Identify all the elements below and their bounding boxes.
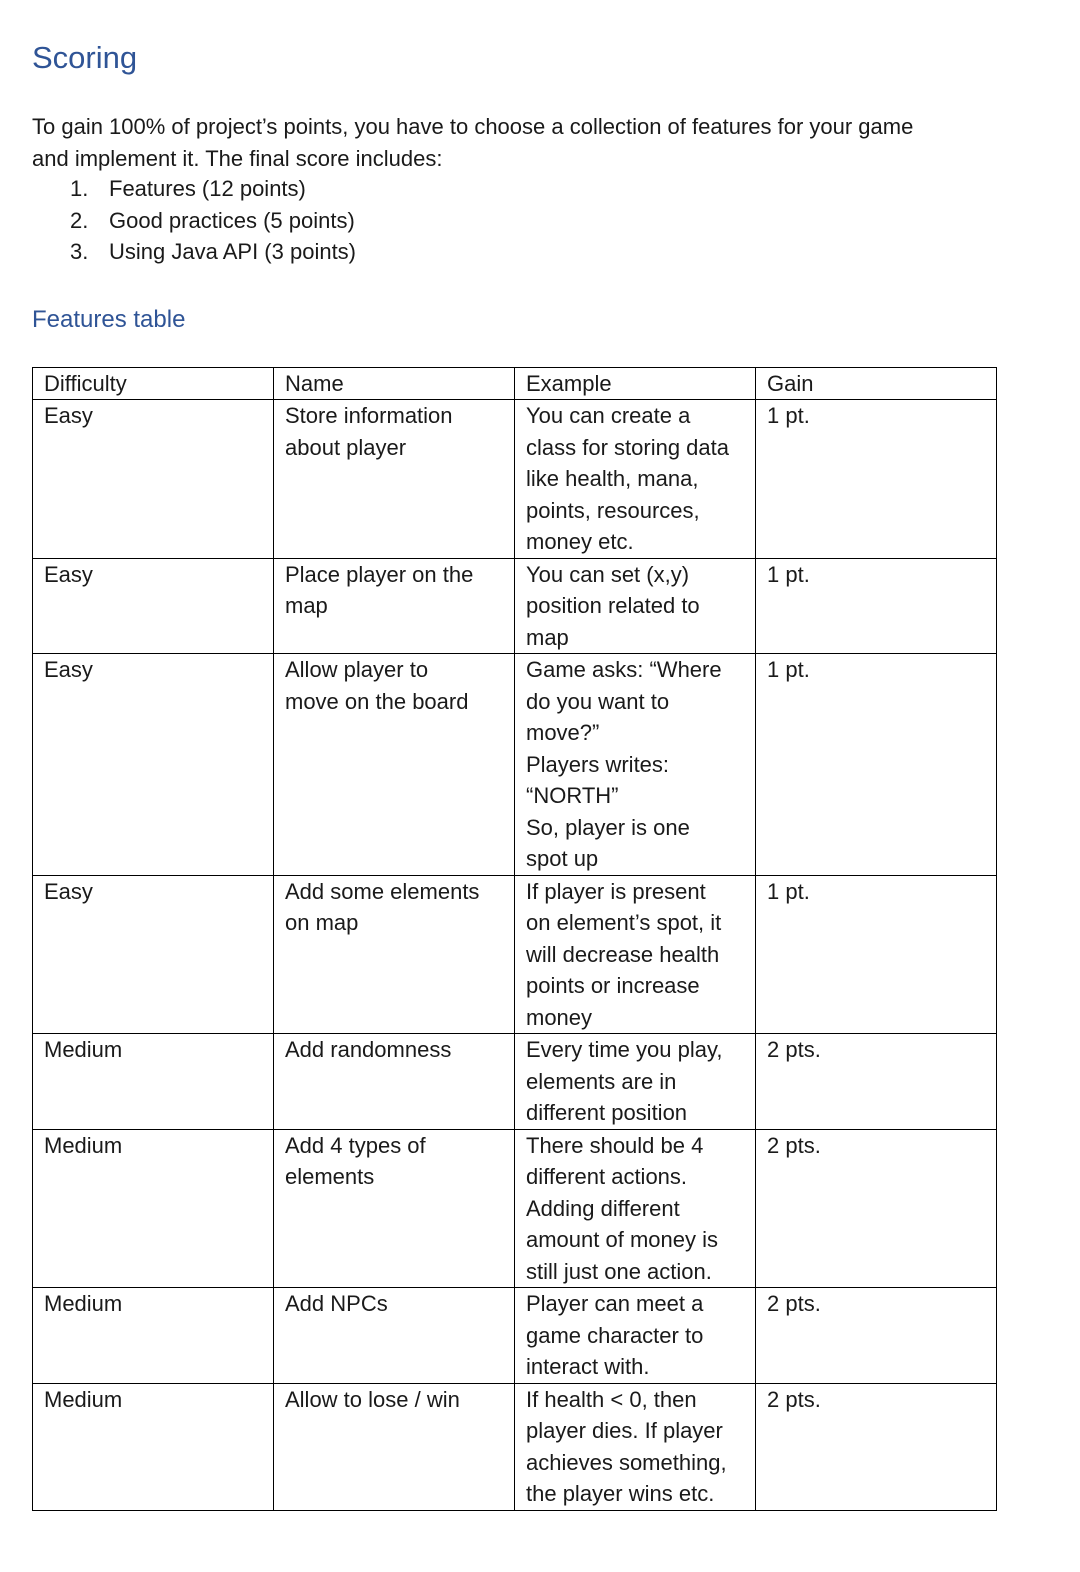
cell-example-line: Game asks: “Where <box>526 657 722 682</box>
table-row <box>33 1383 997 1510</box>
intro-line: and implement it. The final score includes: <box>32 145 443 171</box>
cell-name-line: Place player on the <box>285 561 474 587</box>
cell-example-line: different position <box>526 1100 688 1125</box>
cell-example-line: interact with. <box>526 1354 650 1379</box>
cell-example-line: game character to <box>526 1322 704 1348</box>
cell-example-line: player dies. If player <box>526 1418 723 1443</box>
cell-example-line: do you want to <box>526 688 670 714</box>
score-item-number: 1. <box>70 176 89 201</box>
table-row <box>33 558 997 654</box>
cell-name-line: Add randomness <box>285 1037 452 1062</box>
cell-difficulty: Medium <box>33 1034 274 1130</box>
cell-example-line: So, player is one <box>526 814 690 840</box>
cell-example <box>515 1034 756 1130</box>
score-item <box>70 236 356 268</box>
cell-example-line: elements are in <box>526 1068 677 1094</box>
cell-gain: 1 pt. <box>756 654 997 876</box>
cell-name-line: elements <box>285 1164 375 1189</box>
cell-name-line: Allow player to <box>285 657 429 682</box>
cell-example-line: Players writes: <box>526 751 670 777</box>
cell-gain: 2 pts. <box>756 1034 997 1130</box>
cell-name-line: Add 4 types of <box>285 1132 426 1158</box>
table-row <box>33 875 997 1034</box>
cell-difficulty: Medium <box>33 1288 274 1384</box>
cell-name <box>274 400 515 559</box>
score-item-number: 3. <box>70 239 89 264</box>
cell-name <box>274 654 515 876</box>
cell-example <box>515 400 756 559</box>
cell-example-line: “NORTH” <box>526 783 619 808</box>
cell-example-line: move?” <box>526 720 600 745</box>
cell-gain: 2 pts. <box>756 1288 997 1384</box>
cell-example-line: Every time you play, <box>526 1037 723 1062</box>
cell-name-line: map <box>285 593 328 618</box>
cell-example <box>515 1383 756 1510</box>
header-gain: Gain <box>756 368 997 400</box>
table-row <box>33 1129 997 1288</box>
cell-example-line: achieves something, <box>526 1449 727 1475</box>
cell-name-line: Allow to lose / win <box>285 1386 460 1412</box>
cell-example <box>515 1129 756 1288</box>
cell-difficulty: Easy <box>33 875 274 1034</box>
score-item <box>70 205 356 237</box>
cell-example-line: If health < 0, then <box>526 1386 697 1412</box>
cell-name-line: Add some elements <box>285 878 480 904</box>
intro-line: To gain 100% of project’s points, you have to choose a collection of features for your game <box>32 114 914 139</box>
header-name: Name <box>274 368 515 400</box>
cell-example <box>515 875 756 1034</box>
cell-gain: 1 pt. <box>756 558 997 654</box>
features-table-heading: Features table <box>32 306 186 333</box>
cell-difficulty: Easy <box>33 400 274 559</box>
cell-example-line: Adding different <box>526 1195 680 1221</box>
table-row <box>33 1034 997 1130</box>
cell-example-line: the player wins etc. <box>526 1481 715 1506</box>
cell-difficulty: Medium <box>33 1129 274 1288</box>
cell-name-line: on map <box>285 910 359 935</box>
page-title: Scoring <box>32 40 138 75</box>
cell-example-line: amount of money is <box>526 1227 718 1252</box>
cell-example-line: You can set (x,y) <box>526 561 690 587</box>
cell-example <box>515 1288 756 1384</box>
cell-example-line: different actions. <box>526 1164 688 1189</box>
cell-gain: 1 pt. <box>756 875 997 1034</box>
table-row <box>33 400 997 559</box>
cell-gain: 2 pts. <box>756 1129 997 1288</box>
cell-example-line: money etc. <box>526 529 634 554</box>
cell-example-line: on element’s spot, it <box>526 910 722 935</box>
score-item-text: Features (12 points) <box>109 176 306 201</box>
cell-example <box>515 558 756 654</box>
score-item-number: 2. <box>70 207 89 233</box>
table-row <box>33 1288 997 1384</box>
header-difficulty: Difficulty <box>33 368 274 400</box>
cell-example-line: You can create a <box>526 403 691 428</box>
cell-name <box>274 1034 515 1130</box>
score-item-text: Good practices (5 points) <box>109 207 355 233</box>
score-item-text: Using Java API (3 points) <box>109 239 357 264</box>
cell-example-line: still just one action. <box>526 1258 712 1284</box>
header-example: Example <box>515 368 756 400</box>
cell-example-line: class for storing data <box>526 434 729 460</box>
table-body <box>33 400 997 1511</box>
table-row <box>33 654 997 876</box>
cell-difficulty: Easy <box>33 654 274 876</box>
cell-gain: 2 pts. <box>756 1383 997 1510</box>
cell-difficulty: Medium <box>33 1383 274 1510</box>
cell-example-line: like health, mana, <box>526 466 699 491</box>
cell-name <box>274 1129 515 1288</box>
cell-example-line: There should be 4 <box>526 1132 704 1158</box>
cell-name <box>274 1288 515 1384</box>
cell-name <box>274 558 515 654</box>
cell-example-line: points or increase <box>526 973 700 998</box>
cell-name <box>274 875 515 1034</box>
cell-example-line: Player can meet a <box>526 1291 704 1316</box>
features-table <box>32 367 997 1511</box>
cell-gain: 1 pt. <box>756 400 997 559</box>
score-item <box>70 173 356 205</box>
cell-example-line: spot up <box>526 846 599 871</box>
cell-example-line: money <box>526 1004 593 1030</box>
cell-name-line: about player <box>285 434 407 460</box>
cell-name-line: Add NPCs <box>285 1291 388 1316</box>
intro-paragraph <box>32 111 1012 174</box>
cell-example-line: If player is present <box>526 878 706 904</box>
cell-name-line: move on the board <box>285 688 469 714</box>
cell-example <box>515 654 756 876</box>
score-list <box>70 173 356 268</box>
cell-name <box>274 1383 515 1510</box>
cell-difficulty: Easy <box>33 558 274 654</box>
cell-example-line: position related to <box>526 593 700 618</box>
cell-name-line: Store information <box>285 403 453 428</box>
table-header-row <box>33 368 997 400</box>
cell-example-line: points, resources, <box>526 497 700 523</box>
cell-example-line: will decrease health <box>526 941 720 967</box>
cell-example-line: map <box>526 624 569 650</box>
